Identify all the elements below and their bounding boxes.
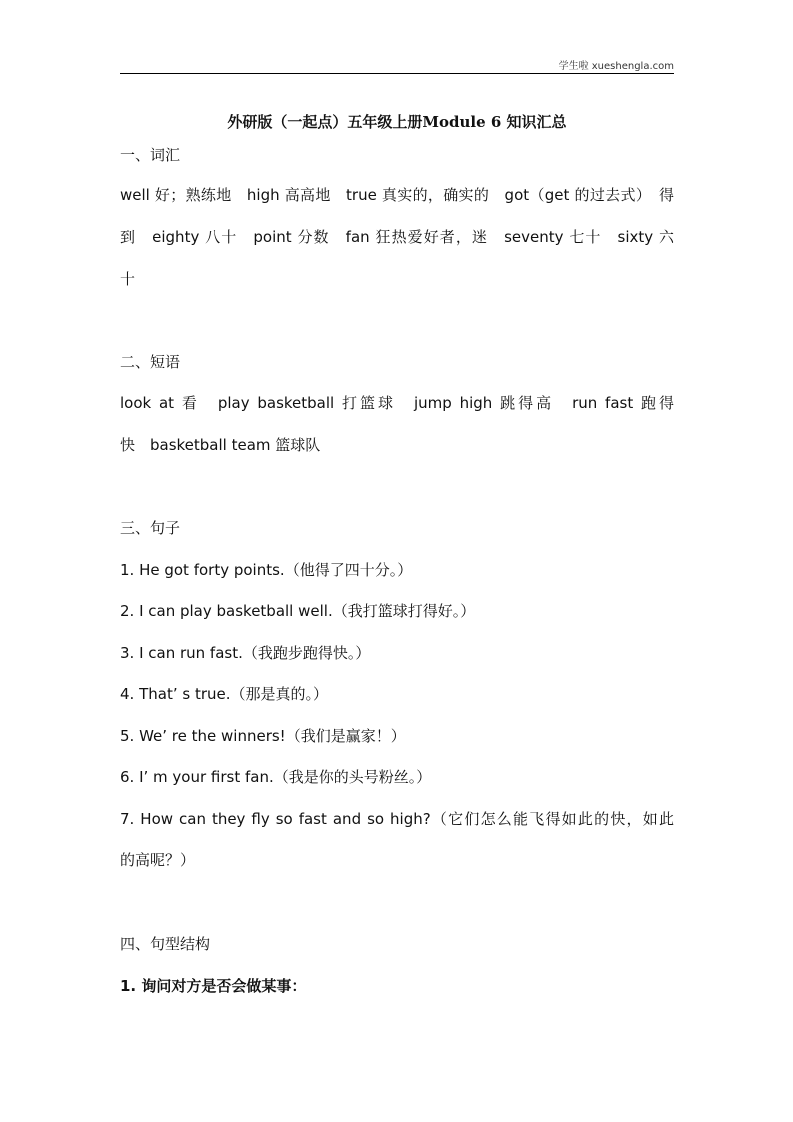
vocab-line: well 好；熟练地 high 高高地 true 真实的，确实的 got（get 的过去式） 得: [120, 186, 674, 204]
sentence-item: 3. I can run fast.（我跑步跑得快。）: [120, 644, 371, 662]
vocab-line: 十: [120, 270, 136, 288]
sentences-heading: 三、句子: [120, 519, 181, 537]
sentence-item: 6. I’ m your first fan.（我是你的头号粉丝。）: [120, 768, 432, 786]
vocab-line: 到 eighty 八十 point 分数 fan 狂热爱好者，迷 seventy 七十 sixty 六: [120, 228, 674, 246]
sentence-item: 4. That’ s true.（那是真的。）: [120, 685, 328, 703]
structure-item: 1. 询问对方是否会做某事：: [120, 977, 307, 995]
phrases-line: 快 basketball team 篮球队: [120, 436, 321, 454]
sentence-item: 1. He got forty points.（他得了四十分。）: [120, 561, 413, 579]
sentence-item: 2. I can play basketball well.（我打篮球打得好。）: [120, 602, 476, 620]
header-site-label: 学生啦 xueshengla.com: [558, 61, 674, 72]
page-title: 外研版（一起点）五年级上册Module 6 知识汇总: [227, 113, 567, 131]
vocab-heading: 一、词汇: [120, 146, 181, 164]
sentence-item: 的高呢？）: [120, 851, 196, 869]
phrases-line: look at 看 play basketball 打篮球 jump high 跳得高 run fast 跑得: [120, 394, 674, 412]
header-divider: [120, 73, 674, 74]
sentence-item: 5. We’ re the winners!（我们是赢家！）: [120, 727, 406, 745]
phrases-heading: 二、短语: [120, 353, 181, 371]
sentence-item: 7. How can they fly so fast and so high?（它们怎么能飞得如此的快，如此: [120, 810, 674, 828]
structures-heading: 四、句型结构: [120, 935, 211, 953]
